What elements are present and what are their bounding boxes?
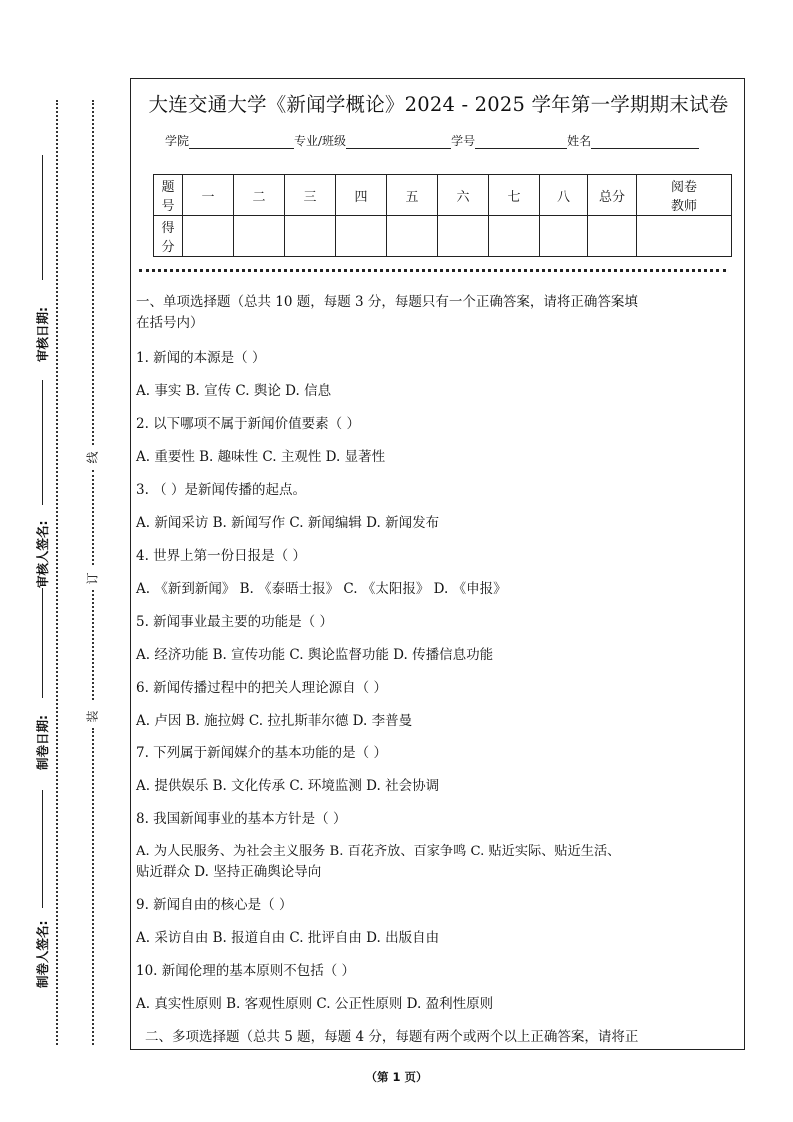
section2-heading: 二、多项选择题（总共 5 题，每题 4 分，每题有两个或两个以上正确答案，请将正 <box>145 1029 639 1045</box>
question-text: 5. 新闻事业最主要的功能是（ ） <box>136 614 333 630</box>
question-options: A. 卢因 B. 施拉姆 C. 拉扎斯菲尔德 D. 李普曼 <box>136 713 413 729</box>
question-options: A. 真实性原则 B. 客观性原则 C. 公正性原则 D. 盈利性原则 <box>136 996 494 1012</box>
question-text: 9. 新闻自由的核心是（ ） <box>136 897 293 913</box>
review-date-label: 审核日期: <box>35 307 50 362</box>
student-id-label: 学号 <box>451 134 476 148</box>
score-cell[interactable] <box>285 216 336 257</box>
student-id-field[interactable] <box>475 135 567 149</box>
score-table-col-header: 三 <box>285 175 336 216</box>
reviewer-sign-line[interactable] <box>42 380 43 505</box>
major-field[interactable] <box>346 135 451 149</box>
question-options: A. 《新到新闻》 B. 《泰晤士报》 C. 《太阳报》 D. 《申报》 <box>136 581 507 597</box>
binding-mark-staple: 订 <box>85 572 100 585</box>
question-text: 8. 我国新闻事业的基本方针是（ ） <box>136 811 347 827</box>
question-text: 1. 新闻的本源是（ ） <box>136 350 266 366</box>
exam-title: 大连交通大学《新闻学概论》2024 - 2025 学年第一学期期末试卷 <box>148 93 729 116</box>
score-cell[interactable] <box>489 216 540 257</box>
major-label: 专业/班级 <box>294 134 347 148</box>
score-table <box>153 174 732 257</box>
score-table-col-header: 总分 <box>588 175 637 216</box>
question-options: A. 采访自由 B. 报道自由 C. 批评自由 D. 出版自由 <box>136 930 440 946</box>
page-number: （第 1 页） <box>365 1070 428 1084</box>
maker-sign-line[interactable] <box>42 790 43 908</box>
maker-sign-label: 制卷人签名: <box>35 920 50 988</box>
review-date-line[interactable] <box>42 155 43 280</box>
question-text: 7. 下列属于新闻媒介的基本功能的是（ ） <box>136 745 387 761</box>
section1-heading: 一、单项选择题（总共 10 题，每题 3 分，每题只有一个正确答案，请将正确答案填 在括号内） <box>136 294 638 331</box>
score-table-col-header: 一 <box>183 175 234 216</box>
score-cell[interactable] <box>336 216 387 257</box>
question-text: 4. 世界上第一份日报是（ ） <box>136 548 306 564</box>
question-text: 10. 新闻伦理的基本原则不包括（ ） <box>136 963 356 979</box>
separator-dotted-line <box>139 269 726 272</box>
binding-dotted-line-right <box>92 470 94 565</box>
binding-dotted-line-left <box>56 100 58 1045</box>
college-field[interactable] <box>189 135 294 149</box>
score-cell[interactable] <box>387 216 438 257</box>
score-cell[interactable] <box>183 216 234 257</box>
binding-dotted-line-right <box>92 100 94 445</box>
score-table-col-header: 七 <box>489 175 540 216</box>
score-table-col-header: 八 <box>540 175 588 216</box>
score-table-col-header: 四 <box>336 175 387 216</box>
score-cell[interactable] <box>588 216 637 257</box>
score-cell[interactable] <box>540 216 588 257</box>
binding-dotted-line-right <box>92 728 94 1045</box>
score-table-col-header: 二 <box>234 175 285 216</box>
binding-mark-fold: 装 <box>85 710 100 723</box>
question-text: 6. 新闻传播过程中的把关人理论源自（ ） <box>136 680 387 696</box>
question-options: A. 为人民服务、为社会主义服务 B. 百花齐放、百家争鸣 C. 贴近实际、贴近生活、 <box>136 844 621 859</box>
binding-mark-line: 线 <box>85 451 100 464</box>
maker-date-label: 制卷日期: <box>35 715 50 770</box>
name-label: 姓名 <box>567 134 592 148</box>
score-table-row2-header: 得 分 <box>154 216 183 257</box>
question-options: 贴近群众 D. 坚持正确舆论导向 <box>136 864 322 880</box>
score-table-col-header: 六 <box>438 175 489 216</box>
question-options: A. 经济功能 B. 宣传功能 C. 舆论监督功能 D. 传播信息功能 <box>136 647 494 663</box>
student-info-row <box>165 132 699 149</box>
question-options: A. 事实 B. 宣传 C. 舆论 D. 信息 <box>136 383 332 399</box>
reviewer-sign-label: 审核人签名: <box>35 520 50 588</box>
binding-dotted-line-right <box>92 590 94 700</box>
exam-sheet <box>130 78 745 1050</box>
college-label: 学院 <box>165 134 190 148</box>
question-options: A. 重要性 B. 趣味性 C. 主观性 D. 显著性 <box>136 449 386 465</box>
score-table-col-header: 阅卷 教师 <box>637 175 732 216</box>
maker-date-line[interactable] <box>42 588 43 698</box>
score-cell[interactable] <box>438 216 489 257</box>
question-options: A. 提供娱乐 B. 文化传承 C. 环境监测 D. 社会协调 <box>136 778 440 794</box>
score-table-row1-header: 题 号 <box>154 175 183 216</box>
question-options: A. 新闻采访 B. 新闻写作 C. 新闻编辑 D. 新闻发布 <box>136 515 440 531</box>
score-cell[interactable] <box>637 216 732 257</box>
score-cell[interactable] <box>234 216 285 257</box>
name-field[interactable] <box>591 135 699 149</box>
score-table-col-header: 五 <box>387 175 438 216</box>
question-text: 2. 以下哪项不属于新闻价值要素（ ） <box>136 416 360 432</box>
question-text: 3. （ ）是新闻传播的起点。 <box>136 482 306 498</box>
